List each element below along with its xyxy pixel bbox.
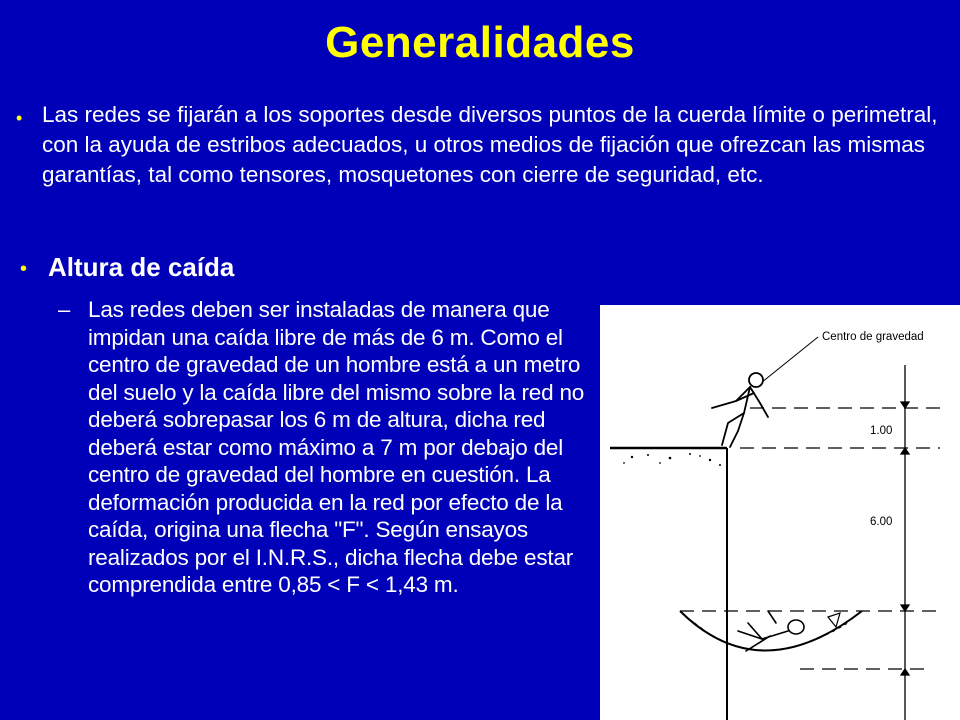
- bullet-dot-icon: •: [16, 108, 23, 128]
- sub-bullet-dash: –: [58, 297, 71, 322]
- falling-man-icon: [712, 373, 768, 447]
- dimension-6m-label: 6.00: [870, 516, 893, 528]
- fall-height-diagram: [600, 305, 960, 720]
- dimension-1m-label: 1.00: [870, 425, 893, 437]
- bullet-dot-icon: •: [20, 258, 28, 280]
- fall-diagram-svg: [600, 305, 960, 720]
- cg-label: Centro de gravedad: [822, 331, 924, 343]
- sub-bullet-text: Las redes deben ser instaladas de manera que impidan una caída libre de más de 6 m. Como el centro de gravedad de un hombre está a un metro del suelo y la caída libre del mismo sobre la red no deberá sobrepasar los 6 m de altura, dicha red deberá estar como máximo a 7 m por debajo del centro de gravedad del hombre en cuestión. La deformación producida en la red por efecto de la caída, origina una flecha "F". Según ensayos realizados por el I.N.R.S., dicha flecha debe estar comprendida entre 0,85 < F < 1,43 m.: [88, 297, 585, 597]
- bullet-fall-height-heading: Altura de caída: [48, 252, 235, 282]
- cg-leader-line: [756, 337, 818, 387]
- dimension-line: [901, 365, 909, 720]
- ground-texture: [623, 453, 721, 466]
- slide-title: Generalidades: [325, 18, 635, 67]
- bullet-fixing-text: Las redes se fijarán a los soportes desde diversos puntos de la cuerda límite o perimetral, con la ayuda de estribos adecuados, u otros medios de fijación que ofrezcan las mismas garantías, tal como tensores, mosquetones con cierre de seguridad, etc.: [42, 102, 938, 187]
- man-in-net-icon: [738, 611, 804, 651]
- helmet-icon: [828, 613, 840, 627]
